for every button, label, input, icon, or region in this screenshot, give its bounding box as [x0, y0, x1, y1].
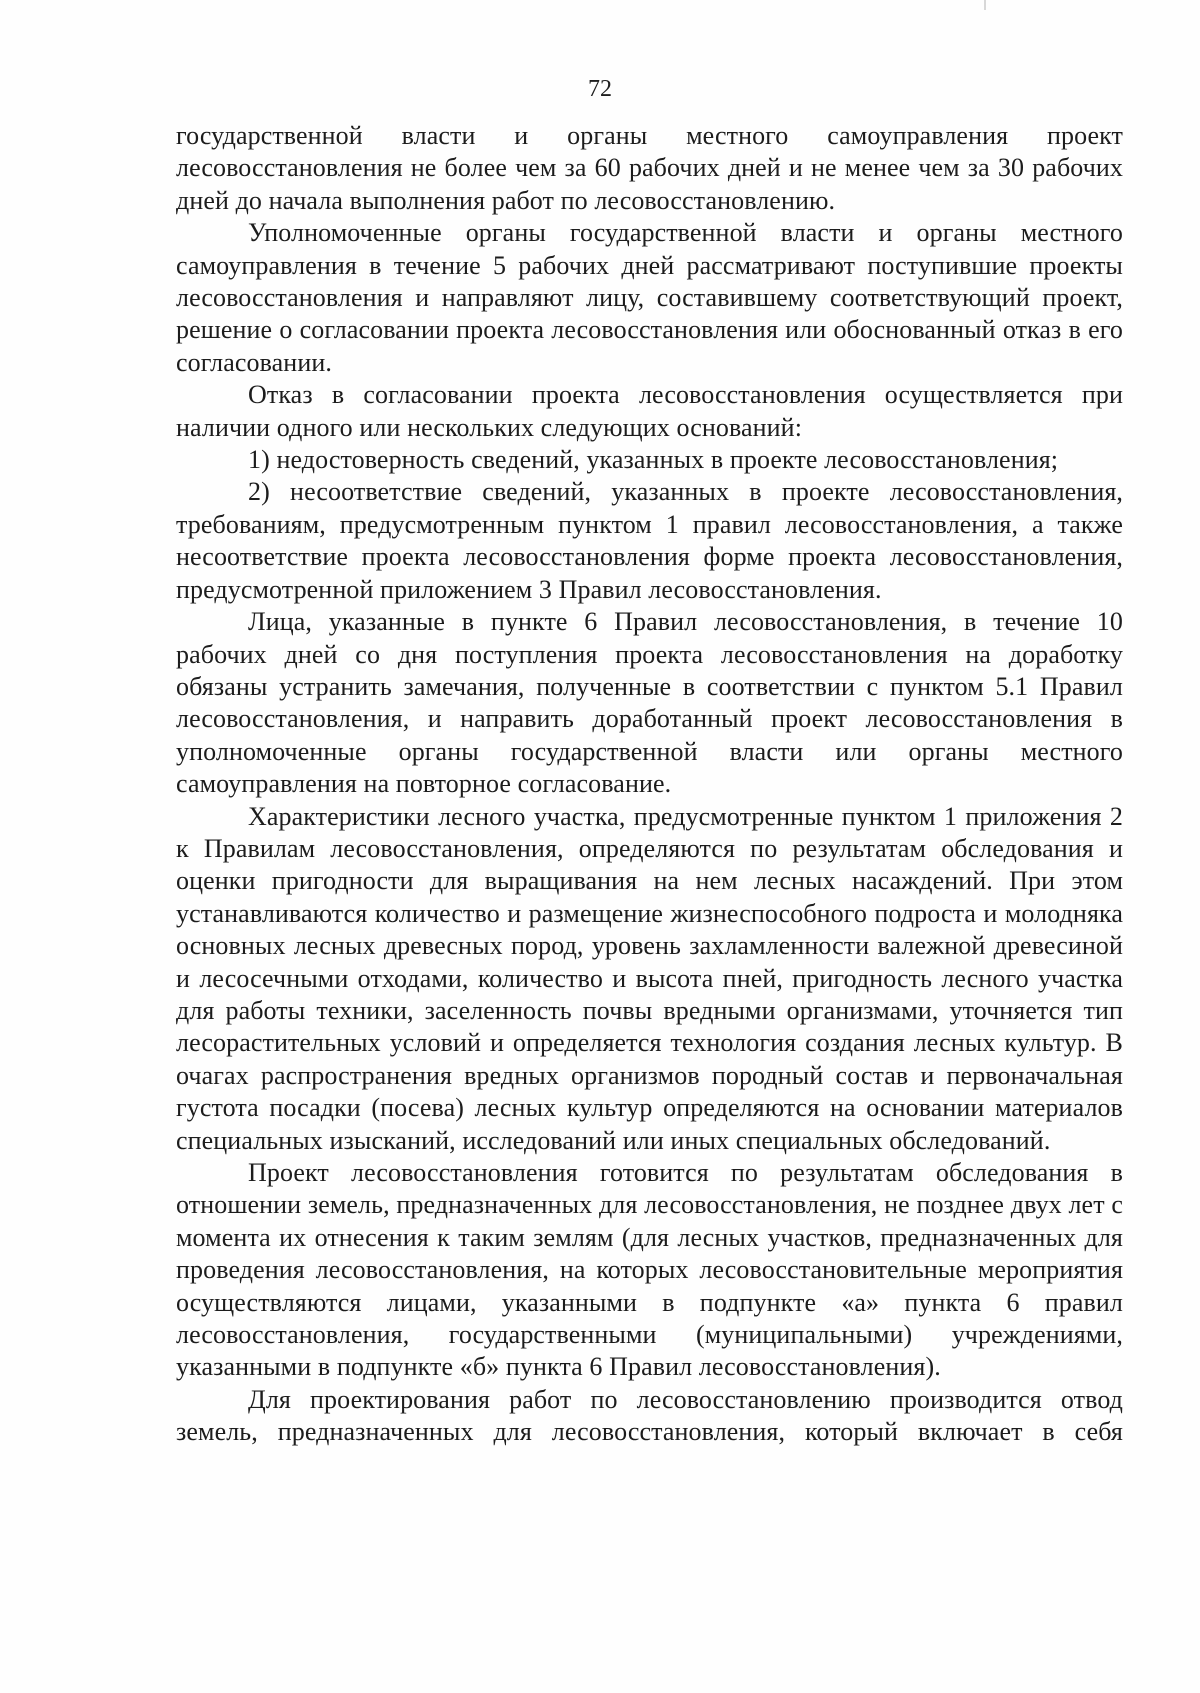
document-body [176, 120, 1123, 1449]
list-item-1: 1) недостоверность сведений, указанных в проекте лесовосстановления; [248, 445, 1059, 475]
scan-artifact [984, 0, 986, 10]
paragraph-7: Для проектирования работ по лесовосстановлению производится отвод земель, предназначенных для лесовосстановления, который включает в себя [176, 1384, 1123, 1447]
paragraph-1: государственной власти и органы местного самоуправления проект лесовосстановления не более чем за 60 рабочих дней и не менее чем за 30 рабочих дней до начала выполнения работ по лесовосстановлению. [176, 121, 1123, 215]
page-number: 72 [588, 76, 612, 102]
list-item-2: 2) несоответствие сведений, указанных в проекте лесовосстановления, требованиям, предусмотренным пунктом 1 правил лесовосстановления, а также несоответствие проекта лесовосстановления форме проекта лесовосстановления, предусмотренной приложением 3 Правил лесовосстановления. [176, 477, 1123, 604]
paragraph-5: Характеристики лесного участка, предусмотренные пунктом 1 приложения 2 к Правилам лесовосстановления, определяются по результатам обследования и оценки пригодности для выращивания на нем лесных насаждений. При этом устанавливаются количество и размещение жизнеспособного подроста и молодняка основных лесных древесных пород, уровень захламленности валежной древесиной и лесосечными отходами, количество и высота пней, пригодность лесного участка для работы техники, заселенность почвы вредными организмами, уточняется тип лесорастительных условий и определяется технология создания лесных культур. В очагах распространения вредных организмов породный состав и первоначальная густота посадки (посева) лесных культур определяются на основании материалов специальных изысканий, исследований или иных специальных обследований. [176, 801, 1123, 1155]
paragraph-6: Проект лесовосстановления готовится по результатам обследования в отношении земель, предназначенных для лесовосстановления, не позднее двух лет с момента их отнесения к таким землям (для лесных участков, предназначенных для проведения лесовосстановления, на которых лесовосстановительные мероприятия осуществляются лицами, указанными в подпункте «а» пункта 6 правил лесовосстановления, государственными (муниципальными) учреждениями, указанными в подпункте «б» пункта 6 Правил лесовосстановления). [176, 1158, 1123, 1382]
paragraph-3: Отказ в согласовании проекта лесовосстановления осуществляется при наличии одного или нескольких следующих оснований: [176, 380, 1123, 442]
paragraph-4: Лица, указанные в пункте 6 Правил лесовосстановления, в течение 10 рабочих дней со дня поступления проекта лесовосстановления на доработку обязаны устранить замечания, полученные в соответствии с пунктом 5.1 Правил лесовосстановления, и направить доработанный проект лесовосстановления в уполномоченные органы государственной власти или органы местного самоуправления на повторное согласование. [176, 607, 1123, 799]
paragraph-2: Уполномоченные органы государственной власти и органы местного самоуправления в течение 5 рабочих дней рассматривают поступившие проекты лесовосстановления и направляют лицу, составившему соответствующий проект, решение о согласовании проекта лесовосстановления или обоснованный отказ в его согласовании. [176, 218, 1123, 377]
